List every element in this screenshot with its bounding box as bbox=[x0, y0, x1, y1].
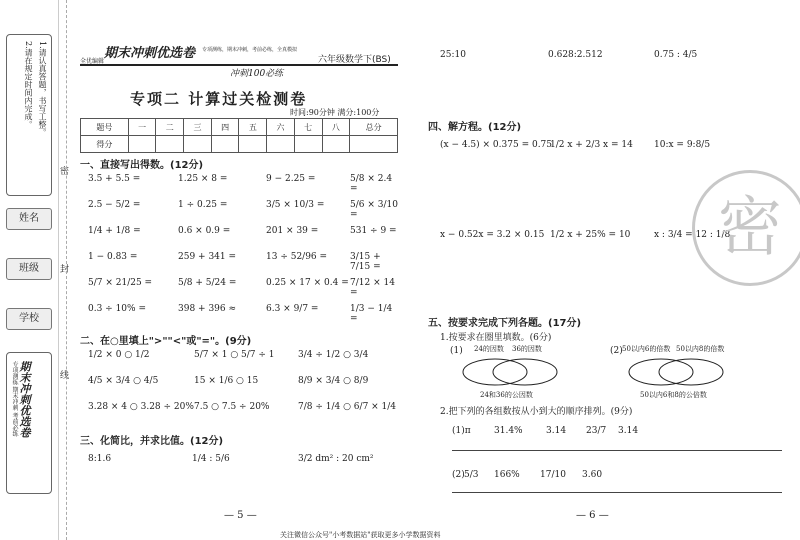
score-cell[interactable] bbox=[350, 136, 398, 153]
oral-calc-item: 0.6 × 0.9 = bbox=[178, 226, 231, 236]
oral-calc-item: 6.3 × 9/7 = bbox=[266, 304, 319, 314]
compare-item: 7.5 ○ 7.5 ÷ 20% bbox=[194, 402, 270, 412]
answer-line[interactable] bbox=[452, 450, 782, 451]
name-label: 姓名 bbox=[6, 208, 52, 230]
score-cell[interactable] bbox=[239, 136, 267, 153]
score-cell[interactable] bbox=[267, 136, 295, 153]
venn2-left-label: 50以内6的倍数 bbox=[622, 345, 671, 353]
oral-calc-item: 398 + 396 ≈ bbox=[178, 304, 237, 314]
ratio-item: 8:1.6 bbox=[88, 454, 112, 464]
score-header: 题号 bbox=[81, 119, 129, 136]
confidential-stamp: 密 bbox=[692, 170, 800, 286]
score-header: 二 bbox=[156, 119, 184, 136]
g1-number: 23/7 bbox=[586, 426, 607, 436]
compare-item: 3/4 ÷ 1/2 ○ 3/4 bbox=[298, 350, 369, 360]
oral-calc-item: 201 × 39 = bbox=[266, 226, 319, 236]
q1a-label: (1) bbox=[450, 346, 463, 356]
g2-number: 5/3 bbox=[464, 470, 479, 480]
venn1-left-label: 24的因数 bbox=[474, 345, 504, 353]
oral-calc-item: 0.25 × 17 × 0.4 = bbox=[266, 278, 349, 288]
seal-char: 密 bbox=[60, 167, 70, 177]
venn1-bottom-label: 24和36的公因数 bbox=[480, 391, 533, 399]
score-header: 四 bbox=[211, 119, 239, 136]
ratio-item: 0.628:2.512 bbox=[548, 50, 603, 60]
header-slogans: 专项测练，期末冲刺，考前必练，全真模拟 bbox=[202, 47, 298, 53]
equation: x : 3/4 = 12 : 1/8 bbox=[654, 230, 731, 240]
oral-calc-item: 5/8 × 2.4 = bbox=[350, 174, 393, 194]
cut-line bbox=[66, 0, 67, 540]
oral-calc-item: 13 ÷ 52/96 = bbox=[266, 252, 328, 262]
score-table bbox=[80, 118, 398, 153]
page-number-right: — 6 — bbox=[576, 510, 609, 521]
section2-heading: 二、在○里填上">""<"或"="。(9分) bbox=[80, 336, 252, 347]
header-subtitle: 冲刺100必练 bbox=[230, 69, 284, 79]
section1-heading: 一、直接写出得数。(12分) bbox=[80, 160, 204, 171]
equation: 10:x = 9:8/5 bbox=[654, 140, 711, 150]
g2-number: 3.60 bbox=[582, 470, 603, 480]
header-grade: 六年级数学下(BS) bbox=[318, 55, 391, 65]
score-cell[interactable] bbox=[156, 136, 184, 153]
equation: 1/2 x + 25% = 10 bbox=[550, 230, 631, 240]
oral-calc-item: 9 − 2.25 = bbox=[266, 174, 316, 184]
answer-line[interactable] bbox=[452, 492, 782, 493]
score-header: 总分 bbox=[350, 119, 398, 136]
compare-item: 4/5 × 3/4 ○ 4/5 bbox=[88, 376, 159, 386]
seal-char-2: 封 bbox=[60, 265, 70, 275]
ratio-item: 25:10 bbox=[440, 50, 466, 60]
section3-heading: 三、化简比，并求比值。(12分) bbox=[80, 436, 224, 447]
header-brand-small: 全优编辑 bbox=[80, 58, 105, 65]
instruction-1: 1.请认真答题，书写工整。 bbox=[38, 41, 47, 137]
g1-number: 31.4% bbox=[494, 426, 523, 436]
page-header bbox=[80, 42, 398, 79]
compare-item: 1/2 × 0 ○ 1/2 bbox=[88, 350, 150, 360]
oral-calc-item: 3/15 + 7/15 = bbox=[350, 252, 381, 272]
class-label: 班级 bbox=[6, 258, 52, 280]
score-header: 六 bbox=[267, 119, 295, 136]
sidebar-brand: 期末冲刺优选卷 bbox=[18, 361, 31, 438]
g2-label: (2) bbox=[452, 470, 465, 480]
section4-heading: 四、解方程。(12分) bbox=[428, 122, 522, 133]
section5-heading: 五、按要求完成下列各题。(17分) bbox=[428, 318, 582, 329]
compare-item: 15 × 1/6 ○ 15 bbox=[194, 376, 259, 386]
oral-calc-item: 531 ÷ 9 = bbox=[350, 226, 397, 236]
instruction-2: 2.请在规定时间内完成。 bbox=[24, 41, 33, 129]
g1-number: 3.14 bbox=[618, 426, 639, 436]
g1-number: 3.14 bbox=[546, 426, 567, 436]
oral-calc-item: 1 − 0.83 = bbox=[88, 252, 138, 262]
ratio-item: 0.75 : 4/5 bbox=[654, 50, 698, 60]
g2-number: 17/10 bbox=[540, 470, 566, 480]
score-header: 一 bbox=[128, 119, 156, 136]
header-brand: 期末冲刺优选卷 bbox=[104, 46, 196, 61]
venn1-right-label: 36的因数 bbox=[512, 345, 542, 353]
oral-calc-item: 1 ÷ 0.25 = bbox=[178, 200, 228, 210]
page-title: 专项二 计算过关检测卷 bbox=[130, 90, 308, 108]
equation: 1/2 x + 2/3 x = 14 bbox=[550, 140, 633, 150]
score-cell[interactable] bbox=[322, 136, 350, 153]
ratio-item: 1/4 : 5/6 bbox=[192, 454, 230, 464]
compare-item: 8/9 × 3/4 ○ 8/9 bbox=[298, 376, 369, 386]
score-cell[interactable] bbox=[184, 136, 212, 153]
score-row-label: 得分 bbox=[81, 136, 129, 153]
brand-box bbox=[6, 352, 52, 494]
q1-instruction: 1.按要求在圈里填数。(6分) bbox=[440, 333, 552, 343]
venn2-right-label: 50以内8的倍数 bbox=[676, 345, 725, 353]
equation: x − 0.52x = 3.2 × 0.15 bbox=[440, 230, 545, 240]
oral-calc-item: 0.3 ÷ 10% = bbox=[88, 304, 146, 314]
g2-number: 166% bbox=[494, 470, 520, 480]
oral-calc-item: 1/4 + 1/8 = bbox=[88, 226, 141, 236]
score-header: 七 bbox=[294, 119, 322, 136]
footer-note: 关注微信公众号"小考数据站"获取更多小学数据资料 bbox=[280, 531, 441, 539]
score-header: 八 bbox=[322, 119, 350, 136]
score-cell[interactable] bbox=[294, 136, 322, 153]
score-header: 三 bbox=[184, 119, 212, 136]
oral-calc-item: 5/7 × 21/25 = bbox=[88, 278, 153, 288]
oral-calc-item: 3/5 × 10/3 = bbox=[266, 200, 325, 210]
oral-calc-item: 1/3 − 1/4 = bbox=[350, 304, 393, 324]
q1b-label: (2) bbox=[610, 346, 623, 356]
ratio-item: 3/2 dm² : 20 cm² bbox=[298, 454, 374, 464]
compare-item: 5/7 × 1 ○ 5/7 ÷ 1 bbox=[194, 350, 275, 360]
q2-instruction: 2.把下列的各组数按从小到大的顺序排列。(9分) bbox=[440, 407, 633, 417]
score-header: 五 bbox=[239, 119, 267, 136]
sidebar-brand-sub: 专项测练 期末冲刺 考前必练 bbox=[11, 361, 18, 437]
oral-calc-item: 5/6 × 3/10 = bbox=[350, 200, 398, 220]
g1-label: (1)π bbox=[452, 426, 471, 436]
oral-calc-item: 3.5 + 5.5 = bbox=[88, 174, 141, 184]
oral-calc-item: 2.5 − 5/2 = bbox=[88, 200, 141, 210]
compare-item: 3.28 × 4 ○ 3.28 ÷ 20% bbox=[88, 402, 194, 412]
venn2-bottom-label: 50以内6和8的公倍数 bbox=[640, 391, 707, 399]
oral-calc-item: 1.25 × 8 = bbox=[178, 174, 228, 184]
oral-calc-item: 7/12 × 14 = bbox=[350, 278, 395, 298]
oral-calc-item: 259 + 341 = bbox=[178, 252, 237, 262]
score-cell[interactable] bbox=[211, 136, 239, 153]
binding-sidebar bbox=[0, 0, 70, 540]
instructions-box bbox=[6, 34, 52, 196]
time-score-line: 时间:90分钟 满分:100分 bbox=[290, 108, 380, 117]
score-cell[interactable] bbox=[128, 136, 156, 153]
page-number-left: — 5 — bbox=[224, 510, 257, 521]
school-label: 学校 bbox=[6, 308, 52, 330]
equation: (x − 4.5) × 0.375 = 0.75 bbox=[440, 140, 553, 150]
compare-item: 7/8 ÷ 1/4 ○ 6/7 × 1/4 bbox=[298, 402, 397, 412]
oral-calc-item: 5/8 + 5/24 = bbox=[178, 278, 237, 288]
seal-char-3: 线 bbox=[60, 371, 70, 381]
